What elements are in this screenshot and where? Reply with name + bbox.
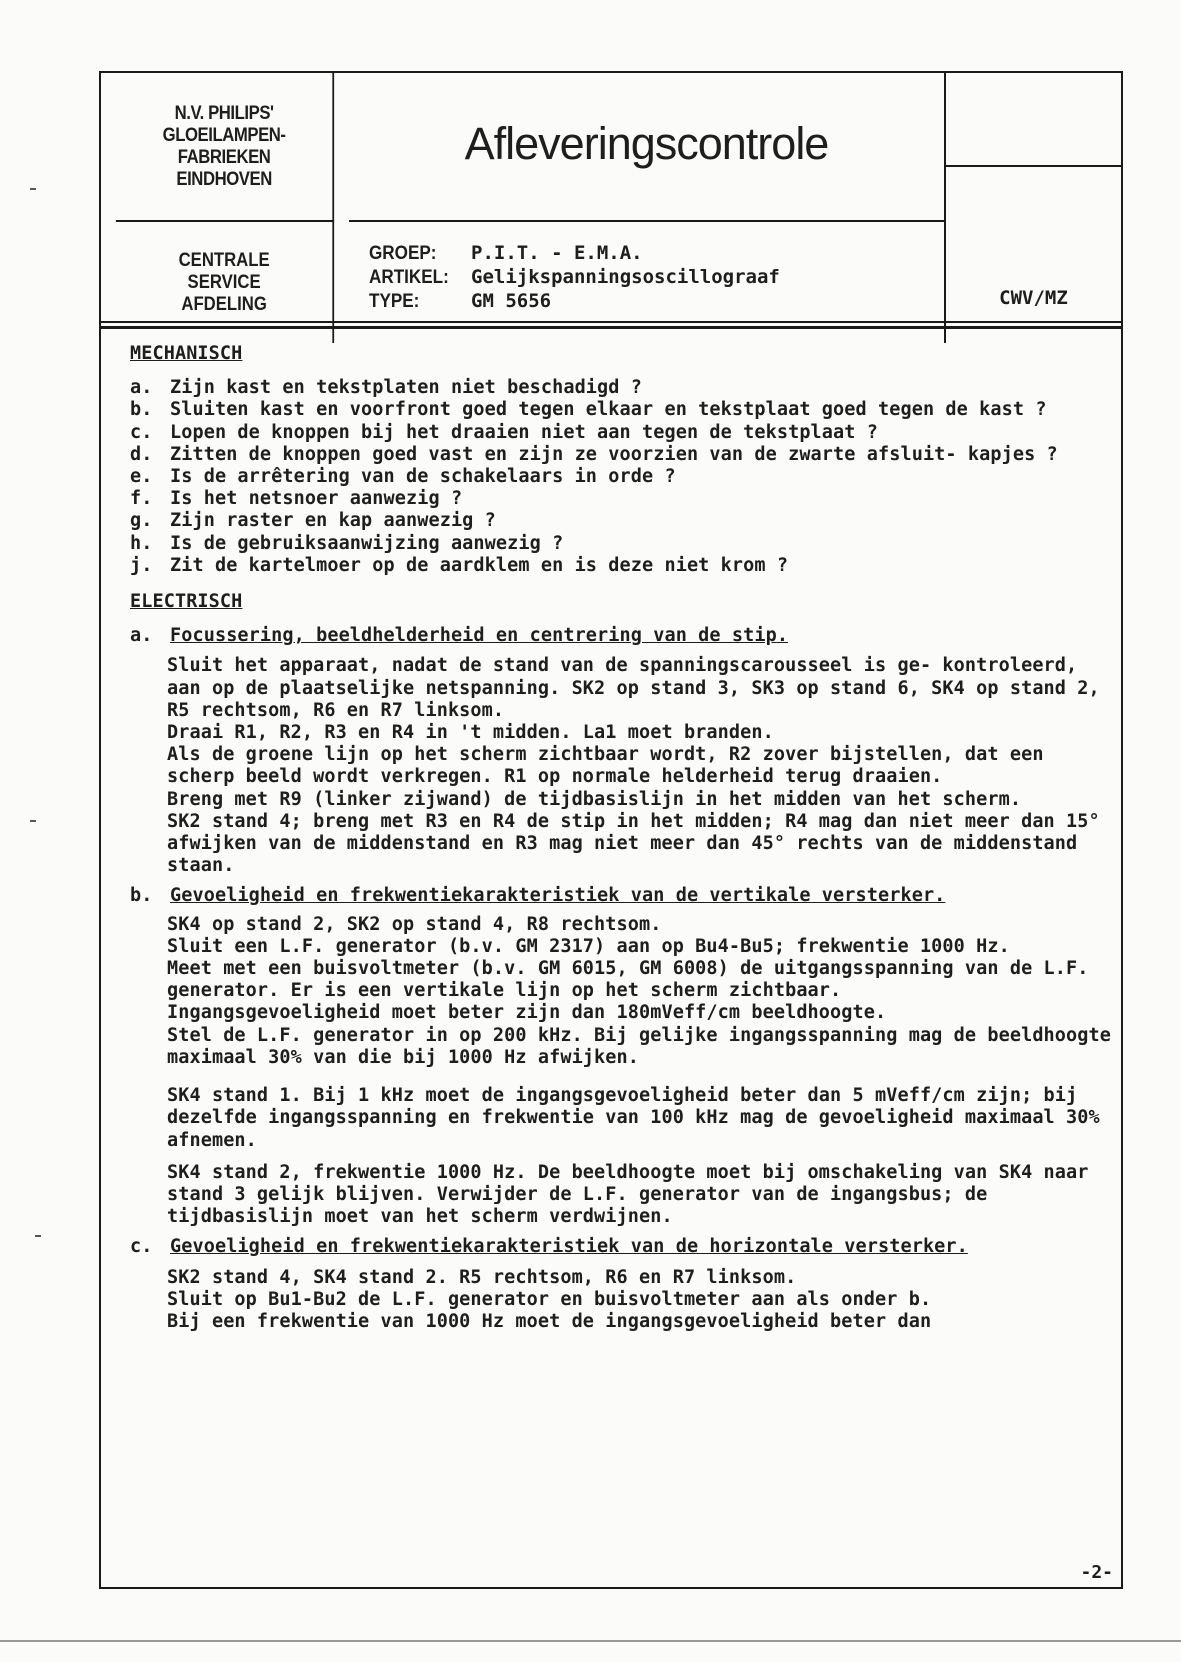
header-rule-double [101,326,1121,329]
item-label: g. [130,510,153,532]
checklist-item [130,510,1120,532]
item-label: h. [130,532,153,554]
item-label: c. [130,421,153,443]
item-a-text [130,655,1120,877]
checklist-item [130,466,1120,488]
scan-edge [0,1640,1181,1642]
item-text: Is de gebruiksaanwijzing aanwezig ? [170,532,564,554]
department-line: SERVICE [187,271,261,293]
type-value: GM 5656 [471,290,552,312]
mechanisch-list [130,377,1120,577]
checklist-item [130,444,1120,466]
electrisch-item-b [130,885,1120,907]
page-number: -2- [1080,1562,1113,1583]
paragraph: Draai R1, R2, R3 en R4 in 't midden. La1 moet branden. [167,722,774,744]
paragraph: Sluit het apparaat, nadat de stand van de spanningscarousseel is ge- kontroleerd, aan op de plaatselijke netspanning. SK2 op stand 3, SK3 op stand 6, SK4 op stand 2, R5 rechtsom, R6 en R7 linksom. [167,655,1100,721]
artikel-label: ARTIKEL: [369,267,449,288]
item-b-paragraph-3: SK4 stand 2, frekwentie 1000 Hz. De beeldhoogte moet bij omschakeling van SK4 naar stand 3 gelijk blijven. Verwijder de L.F. generator van de ingangsbus; de tijdbasislijn moet van het scherm verdwijnen. [167,1161,1089,1228]
item-label: b. [130,885,153,907]
section-heading-electrisch: ELECTRISCH [130,591,243,613]
item-label: e. [130,466,153,488]
company-line: GLOEILAMPEN- [162,124,286,146]
item-b-text [130,914,1120,1069]
paragraph: Sluit op Bu1-Bu2 de L.F. generator en buisvoltmeter aan als onder b. [167,1288,932,1310]
section-heading-mechanisch: MECHANISCH [130,343,243,364]
department-block [116,222,334,343]
paragraph: SK4 op stand 2, SK2 op stand 4, R8 rechtsom. [167,913,662,935]
item-text: Is het netsnoer aanwezig ? [170,488,463,510]
electrisch-item-c [130,1236,1120,1258]
item-text: Zijn raster en kap aanwezig ? [170,510,496,532]
type-row [369,290,944,314]
department-line: AFDELING [181,293,267,315]
company-block [116,73,334,222]
department-line: CENTRALE [178,249,270,271]
item-b-paragraph-2: SK4 stand 1. Bij 1 kHz moet de ingangsgevoeligheid beter dan 5 mVeff/cm zijn; bij dezelfde ingangsspanning en frekwentie van 100 kHz mag de gevoeligheid maximaal 30% afnemen. [167,1085,1100,1151]
paragraph: Meet met een buisvoltmeter (b.v. GM 6015, GM 6008) de uitgangsspanning van de L.F. generator. Er is een vertikale lijn op het scherm zichtbaar. [167,958,1089,1002]
paragraph: SK2 stand 4; breng met R3 en R4 de stip in het midden; R4 mag dan niet meer dan 15° afwijken van de middenstand en R3 mag niet meer dan 45° rechts van de middenstand staan. [167,810,1100,877]
document-title: Afleveringscontrole [349,73,944,222]
paragraph: Ingangsgevoeligheid moet beter zijn dan 180mVeff/cm beeldhoogte. [167,1002,887,1024]
electrisch-item-a [130,625,1120,647]
item-label: a. [130,377,153,399]
artikel-value: Gelijkspanningsoscillograaf [471,266,780,288]
document-code: CWV/MZ [944,253,1121,343]
item-text: Is de arrêtering van de schakelaars in orde ? [170,466,676,488]
scan-speck [30,188,36,190]
paragraph: Als de groene lijn op het scherm zichtbaar wordt, R2 zover bijstellen, dat een scherp beeld wordt verkregen. R1 op normale helderheid terug draaien. [167,744,1044,788]
paragraph: Bij een frekwentie van 1000 Hz moet de ingangsgevoeligheid beter dan [167,1310,932,1332]
meta-block [349,222,944,343]
item-text: Zitten de knoppen goed vast en zijn ze voorzien van de zwarte afsluit- kapjes ? [170,443,1058,465]
company-line: N.V. PHILIPS' [174,102,274,124]
paragraph: SK2 stand 4, SK4 stand 2. R5 rechtsom, R6 en R7 linksom. [167,1266,797,1288]
item-label: j. [130,554,153,576]
type-label: TYPE: [369,291,420,312]
paragraph: Stel de L.F. generator in op 200 kHz. Bij gelijke ingangsspanning mag de beeldhoogte maximaal 30% van die bij 1000 Hz afwijken. [167,1024,1111,1068]
scan-speck [35,1235,41,1237]
header-empty-cell [944,167,1121,253]
item-label: c. [130,1236,153,1258]
item-label: b. [130,399,153,421]
company-line: EINDHOVEN [176,168,272,190]
paragraph: Sluit een L.F. generator (b.v. GM 2317) aan op Bu4-Bu5; frekwentie 1000 Hz. [167,935,1010,957]
item-text: Zit de kartelmoer op de aardklem en is deze niet krom ? [170,554,789,576]
checklist-item [130,399,1120,421]
item-label: f. [130,488,153,510]
item-text: Zijn kast en tekstplaten niet beschadigd ? [170,377,642,399]
paragraph: Breng met R9 (linker zijwand) de tijdbasislijn in het midden van het scherm. [167,788,1022,810]
company-line: FABRIEKEN [177,146,271,168]
item-title: Focussering, beeldhelderheid en centrering van de stip. [170,625,789,647]
groep-value: P.I.T. - E.M.A. [471,242,643,264]
checklist-item [130,533,1120,555]
groep-row [369,242,944,266]
checklist-content [130,343,1120,1333]
item-text: Sluiten kast en voorfront goed tegen elkaar en tekstplaat goed tegen de kast ? [170,399,1047,421]
artikel-row [369,266,944,290]
item-title: Gevoeligheid en frekwentiekarakteristiek van de vertikale versterker. [170,885,946,907]
scan-speck [30,820,36,822]
header-empty-cell [944,73,1121,167]
item-label: d. [130,443,153,465]
header-rule [101,321,1121,323]
item-title: Gevoeligheid en frekwentiekarakteristiek van de horizontale versterker. [170,1236,968,1258]
item-c-text [130,1267,1120,1334]
item-text: Lopen de knoppen bij het draaien niet aan tegen de tekstplaat ? [170,421,878,443]
checklist-item [130,422,1120,444]
item-label: a. [130,625,153,647]
form-frame [99,71,1123,1589]
checklist-item [130,488,1120,510]
checklist-item [130,377,1120,399]
checklist-item [130,555,1120,577]
groep-label: GROEP: [369,243,437,264]
